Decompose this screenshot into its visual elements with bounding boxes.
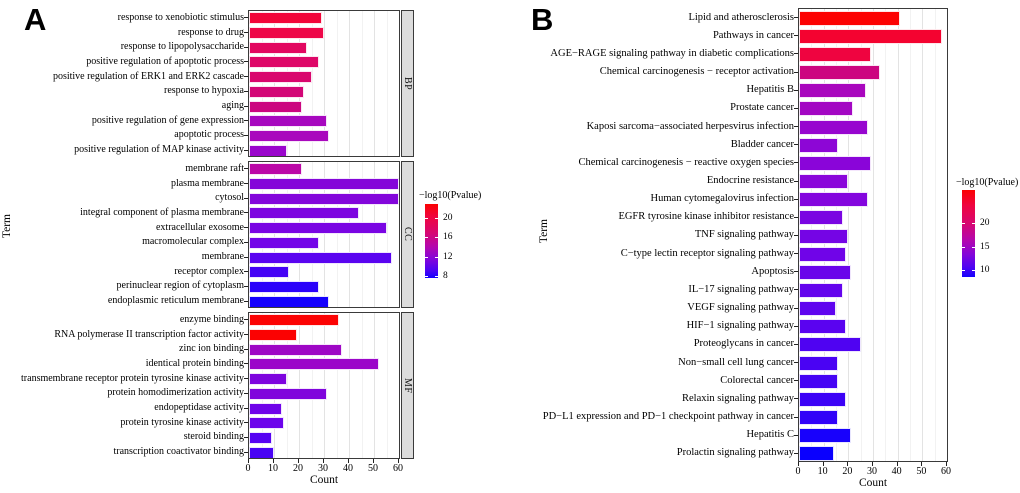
x-tick-label: 40 (891, 466, 902, 477)
y-tick-mark (244, 452, 248, 453)
y-tick-mark (244, 32, 248, 33)
gridline (387, 313, 388, 458)
term-label: integral component of plasma membrane (80, 206, 244, 218)
y-tick-mark (244, 363, 248, 364)
y-tick-mark (794, 380, 798, 381)
legend-tick-mark (435, 218, 438, 219)
term-label: apoptotic process (174, 129, 244, 141)
bar (249, 27, 324, 39)
gridline (374, 11, 375, 156)
bar (249, 403, 282, 415)
bar (799, 265, 851, 280)
bar (799, 210, 843, 225)
panel-b-x-axis-title: Count (858, 477, 888, 489)
bar (249, 115, 327, 127)
y-tick-mark (244, 183, 248, 184)
y-tick-mark (794, 271, 798, 272)
term-label: C−type lectin receptor signaling pathway (620, 247, 794, 259)
y-tick-mark (244, 242, 248, 243)
term-label: EGFR tyrosine kinase inhibitor resistance (618, 211, 794, 223)
term-label: extracellular exosome (155, 221, 244, 233)
y-tick-mark (244, 168, 248, 169)
x-tick-label: 60 (941, 466, 951, 477)
bar (249, 417, 284, 429)
y-tick-mark (794, 199, 798, 200)
term-label: VEGF signaling pathway (687, 302, 794, 314)
panel-a-facet-bp (248, 10, 400, 157)
y-tick-mark (794, 289, 798, 290)
term-label: HIF−1 signaling pathway (686, 320, 794, 332)
term-label: Endocrine resistance (706, 175, 794, 187)
bar (799, 428, 851, 443)
y-tick-mark (244, 422, 248, 423)
y-tick-mark (244, 17, 248, 18)
bar (249, 178, 399, 190)
term-label: membrane raft (185, 162, 244, 174)
y-tick-mark (244, 76, 248, 77)
panel-a-letter: A (24, 2, 47, 37)
term-label: Chemical carcinogenesis − receptor activation (599, 66, 794, 78)
legend-tick-mark (425, 237, 428, 238)
legend-tick-mark (972, 223, 975, 224)
y-tick-mark (244, 120, 248, 121)
term-label: positive regulation of gene expression (91, 114, 244, 126)
bar (799, 283, 843, 298)
term-label: receptor complex (174, 265, 244, 277)
legend-tick-mark (435, 257, 438, 258)
term-label: Proteoglycans in cancer (693, 338, 794, 350)
legend-tick-mark (972, 270, 975, 271)
bar (249, 432, 272, 444)
panel-a-facet-mf (248, 312, 400, 459)
bar (249, 344, 342, 356)
y-tick-mark (794, 35, 798, 36)
term-label: positive regulation of ERK1 and ERK2 cascade (52, 70, 244, 82)
panel-b-letter: B (531, 2, 554, 37)
term-label: Chemical carcinogenesis − reactive oxygen species (578, 156, 794, 168)
gridline (387, 11, 388, 156)
bar (799, 356, 838, 371)
x-tick-label: 20 (842, 466, 853, 477)
term-label: response to drug (177, 26, 244, 38)
term-label: positive regulation of MAP kinase activity (74, 144, 244, 156)
panel-b-legend-gradient (962, 190, 975, 277)
legend-tick-label: 10 (980, 265, 990, 276)
term-label: protein tyrosine kinase activity (120, 416, 244, 428)
y-tick-mark (244, 91, 248, 92)
legend-tick-label: 12 (443, 251, 453, 262)
legend-tick-mark (425, 257, 428, 258)
panel-b-y-axis-title: Term (538, 219, 550, 244)
y-tick-mark (244, 227, 248, 228)
gridline (935, 9, 936, 461)
legend-tick-label: 15 (980, 242, 990, 253)
term-label: RNA polymerase II transcription factor activity (54, 328, 244, 340)
bar (249, 266, 289, 278)
term-label: response to lipopolysaccharide (120, 41, 244, 53)
term-label: Hepatitis B (746, 84, 794, 96)
bar (799, 120, 868, 135)
panel-a-y-axis-title: Term (1, 214, 13, 239)
term-label: aging (221, 100, 244, 112)
bar (249, 12, 322, 24)
bar (799, 247, 846, 262)
term-label: protein homodimerization activity (107, 387, 244, 399)
y-tick-mark (794, 144, 798, 145)
bar (799, 374, 838, 389)
bar (799, 229, 848, 244)
y-tick-mark (794, 417, 798, 418)
bar (249, 207, 359, 219)
panel-b-plot (798, 8, 948, 462)
bar (249, 56, 319, 68)
term-label: response to hypoxia (164, 85, 244, 97)
term-label: endopeptidase activity (154, 402, 244, 414)
term-label: response to xenobiotic stimulus (117, 11, 244, 23)
legend-tick-mark (962, 270, 965, 271)
gridline (337, 313, 338, 458)
term-label: Human cytomegalovirus infection (650, 193, 794, 205)
bar (249, 222, 387, 234)
x-tick-label: 50 (368, 463, 378, 474)
term-label: TNF signaling pathway (694, 229, 794, 241)
bar (249, 42, 307, 54)
bar (249, 447, 274, 459)
term-label: plasma membrane (170, 177, 244, 189)
facet-strip-bp (401, 10, 414, 157)
gridline (349, 11, 350, 156)
gridline (922, 9, 923, 461)
term-label: Kaposi sarcoma−associated herpesvirus infection (586, 120, 794, 132)
bar (249, 130, 329, 142)
y-tick-mark (244, 47, 248, 48)
bar (799, 11, 900, 26)
bar (799, 446, 834, 461)
legend-tick-mark (425, 276, 428, 277)
panel-b-legend-title: −log10(Pvalue) (956, 177, 1019, 188)
legend-tick-mark (962, 223, 965, 224)
y-tick-mark (794, 398, 798, 399)
y-tick-mark (794, 308, 798, 309)
y-tick-mark (244, 106, 248, 107)
term-label: membrane (201, 251, 244, 263)
y-tick-mark (794, 362, 798, 363)
y-tick-mark (244, 198, 248, 199)
y-tick-mark (794, 72, 798, 73)
y-tick-mark (244, 271, 248, 272)
x-tick-label: 0 (245, 463, 251, 474)
y-tick-mark (244, 135, 248, 136)
y-tick-mark (794, 108, 798, 109)
bar (249, 193, 399, 205)
y-tick-mark (794, 344, 798, 345)
bar (249, 145, 287, 157)
x-tick-label: 30 (318, 463, 328, 474)
gridline (312, 313, 313, 458)
y-tick-mark (244, 212, 248, 213)
gridline (362, 313, 363, 458)
x-tick-label: 20 (293, 463, 303, 474)
y-tick-mark (794, 326, 798, 327)
term-label: Pathways in cancer (712, 29, 794, 41)
gridline (910, 9, 911, 461)
gridline (374, 313, 375, 458)
y-tick-mark (244, 319, 248, 320)
term-label: Hepatitis C (746, 429, 794, 441)
panel-a-facet-cc (248, 161, 400, 308)
term-label: zinc ion binding (179, 343, 244, 355)
bar (249, 281, 319, 293)
x-tick-label: 10 (268, 463, 278, 474)
y-tick-mark (244, 286, 248, 287)
bar (799, 337, 861, 352)
bar (799, 301, 836, 316)
y-tick-mark (794, 17, 798, 18)
y-tick-mark (794, 453, 798, 454)
legend-tick-mark (435, 276, 438, 277)
y-tick-mark (244, 334, 248, 335)
term-label: Lipid and atherosclerosis (688, 11, 794, 23)
bar (799, 138, 838, 153)
legend-tick-mark (435, 237, 438, 238)
y-tick-mark (244, 349, 248, 350)
bar (249, 329, 297, 341)
term-label: Prolactin signaling pathway (676, 447, 794, 459)
x-tick-label: 40 (343, 463, 353, 474)
term-label: transmembrane receptor protein tyrosine kinase activity (21, 372, 244, 384)
term-label: positive regulation of apoptotic process (86, 55, 244, 67)
gridline (337, 11, 338, 156)
facet-strip-label: CC (402, 227, 413, 242)
bar (799, 47, 871, 62)
y-tick-mark (244, 150, 248, 151)
legend-tick-mark (962, 247, 965, 248)
y-tick-mark (794, 126, 798, 127)
facet-strip-label: BP (402, 76, 413, 91)
y-tick-mark (794, 90, 798, 91)
x-tick-label: 10 (817, 466, 828, 477)
term-label: transcription coactivator binding (113, 446, 244, 458)
y-tick-mark (244, 378, 248, 379)
y-tick-mark (244, 408, 248, 409)
bar (249, 237, 319, 249)
gridline (885, 9, 886, 461)
term-label: Non−small cell lung cancer (678, 356, 794, 368)
legend-tick-mark (425, 218, 428, 219)
bar (249, 314, 339, 326)
y-tick-mark (794, 181, 798, 182)
term-label: steroid binding (183, 431, 244, 443)
gridline (349, 313, 350, 458)
bar (799, 174, 848, 189)
y-tick-mark (244, 257, 248, 258)
bar (249, 101, 302, 113)
term-label: enzyme binding (179, 313, 244, 325)
panel-a-x-axis-title: Count (309, 474, 339, 486)
y-tick-mark (794, 253, 798, 254)
gridline (324, 313, 325, 458)
bar (799, 29, 942, 44)
bar (249, 296, 329, 308)
facet-strip-mf (401, 312, 414, 459)
panel-a-legend-gradient (425, 204, 438, 278)
bar (249, 86, 304, 98)
bar (799, 319, 846, 334)
bar (249, 252, 392, 264)
legend-tick-label: 16 (443, 232, 453, 243)
term-label: IL−17 signaling pathway (688, 283, 794, 295)
gridline (299, 313, 300, 458)
bar (249, 388, 327, 400)
term-label: AGE−RAGE signaling pathway in diabetic complications (550, 47, 794, 59)
facet-strip-cc (401, 161, 414, 308)
term-label: perinuclear region of cytoplasm (116, 280, 244, 292)
term-label: endoplasmic reticulum membrane (107, 295, 244, 307)
term-label: macromolecular complex (142, 236, 244, 248)
y-tick-mark (794, 217, 798, 218)
y-tick-mark (244, 393, 248, 394)
gridline (898, 9, 899, 461)
bar (799, 156, 871, 171)
bar (799, 101, 853, 116)
bar (799, 65, 880, 80)
legend-tick-label: 8 (443, 270, 448, 281)
x-tick-label: 50 (916, 466, 927, 477)
bar (249, 373, 287, 385)
x-tick-label: 60 (393, 463, 403, 474)
gridline (362, 11, 363, 156)
y-tick-mark (794, 53, 798, 54)
x-tick-label: 30 (867, 466, 877, 477)
bar (249, 358, 379, 370)
term-label: Apoptosis (751, 265, 794, 277)
bar (799, 392, 846, 407)
legend-tick-label: 20 (980, 218, 990, 229)
y-tick-mark (794, 235, 798, 236)
bar (249, 163, 302, 175)
term-label: Bladder cancer (730, 138, 794, 150)
bar (249, 71, 312, 83)
term-label: Colorectal cancer (720, 374, 794, 386)
term-label: Relaxin signaling pathway (682, 392, 794, 404)
term-label: PD−L1 expression and PD−1 checkpoint pathway in cancer (542, 411, 794, 423)
bar (799, 410, 838, 425)
y-tick-mark (794, 435, 798, 436)
y-tick-mark (244, 301, 248, 302)
bar (799, 192, 868, 207)
legend-tick-label: 20 (443, 213, 453, 224)
term-label: identical protein binding (145, 357, 244, 369)
facet-strip-label: MF (402, 377, 413, 394)
term-label: cytosol (215, 192, 244, 204)
x-tick-label: 0 (795, 466, 801, 477)
term-label: Prostate cancer (730, 102, 794, 114)
y-tick-mark (794, 162, 798, 163)
panel-a-legend-title: −log10(Pvalue) (419, 190, 482, 201)
legend-tick-mark (972, 247, 975, 248)
y-tick-mark (244, 437, 248, 438)
bar (799, 83, 866, 98)
y-tick-mark (244, 61, 248, 62)
